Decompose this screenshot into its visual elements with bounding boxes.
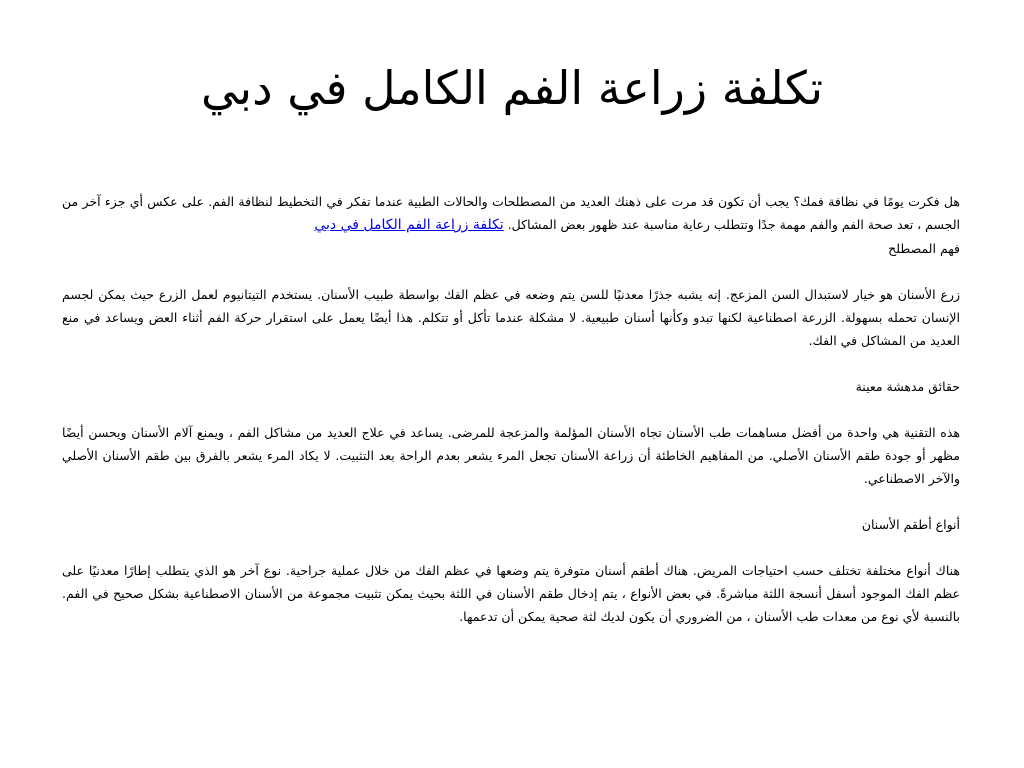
intro-text: هل فكرت يومًا في نظافة فمك؟ يجب أن تكون قد مرت على ذهنك العديد من المصطلحات والحالات الطبية عندما تفكر في التخطيط لنظافة الفم. على عكس أي جزء آخر من الجسم ، تعد صحة الفم والفم مهمة جدًا وتتطلب رعاية مناسبة عند ظهور بعض المشاكل. — [62, 194, 960, 232]
heading-denture-types: أنواع أطقم الأسنان — [861, 517, 960, 532]
spacer — [62, 352, 960, 375]
body-denture-types: هناك أنواع مختلفة تختلف حسب احتياجات المريض. هناك أطقم أسنان متوفرة يتم وضعها في عظم الفك من خلال عملية جراحية. نوع آخر هو الذي يتطلب إطارًا معدنيًا على عظم الفك الموجود أسفل أنسجة اللثة مباشرةً. في بعض الأنواع ، يتم إدخال طقم الأسنان في اللثة بحيث يمكن تثبيت مجموعة من الأسنان الاصطناعية بشكل صحيح في الفم. بالنسبة لأي نوع من معدات طب الأسنان ، من الضروري أن يكون لديك لثة صحية يمكن أن تدعمها. — [62, 563, 960, 624]
spacer — [62, 536, 960, 559]
spacer — [62, 260, 960, 283]
body-amazing-facts: هذه التقنية هي واحدة من أفضل مساهمات طب الأسنان تجاه الأسنان المؤلمة والمزعجة للمرضى. يساعد في علاج العديد من مشاكل الفم ، ويمنع آلام الأسنان ويحسن أيضًا مظهر أو جودة طقم الأسنان الأصلي. من المفاهيم الخاطئة أن زراعة الأسنان تجعل المرء يشعر بعدم الراحة بعد التثبيت. لا يكاد المرء يشعر بالفرق بين طقم الأسنان الأصلي والآخر الاصطناعي. — [62, 425, 960, 486]
heading-understanding-term: فهم المصطلح — [888, 241, 960, 256]
heading-amazing-facts: حقائق مدهشة معينة — [855, 379, 960, 394]
slide-title: تكلفة زراعة الفم الكامل في دبي — [200, 61, 824, 115]
body-understanding-term: زرع الأسنان هو خيار لاستبدال السن المزعج. إنه يشبه جذرًا معدنيًا للسن يتم وضعه في عظم الفك بواسطة طبيب الأسنان. يستخدم التيتانيوم لعمل الزرع حيث يمكن لجسم الإنسان تحمله بسهولة. الزرعة اصطناعية لكنها تبدو وكأنها أسنان طبيعية. لا مشكلة عندما تأكل أو تتكلم. هذا أيضًا يعمل على استقرار حركة الفم أثناء العض ويساعد في منع العديد من المشاكل في الفك. — [62, 287, 960, 348]
spacer — [62, 398, 960, 421]
slide-content — [62, 190, 960, 628]
intro-paragraph — [62, 190, 960, 237]
cost-link[interactable]: تكلفة زراعة الفم الكامل في دبي — [314, 217, 504, 233]
spacer — [62, 490, 960, 513]
